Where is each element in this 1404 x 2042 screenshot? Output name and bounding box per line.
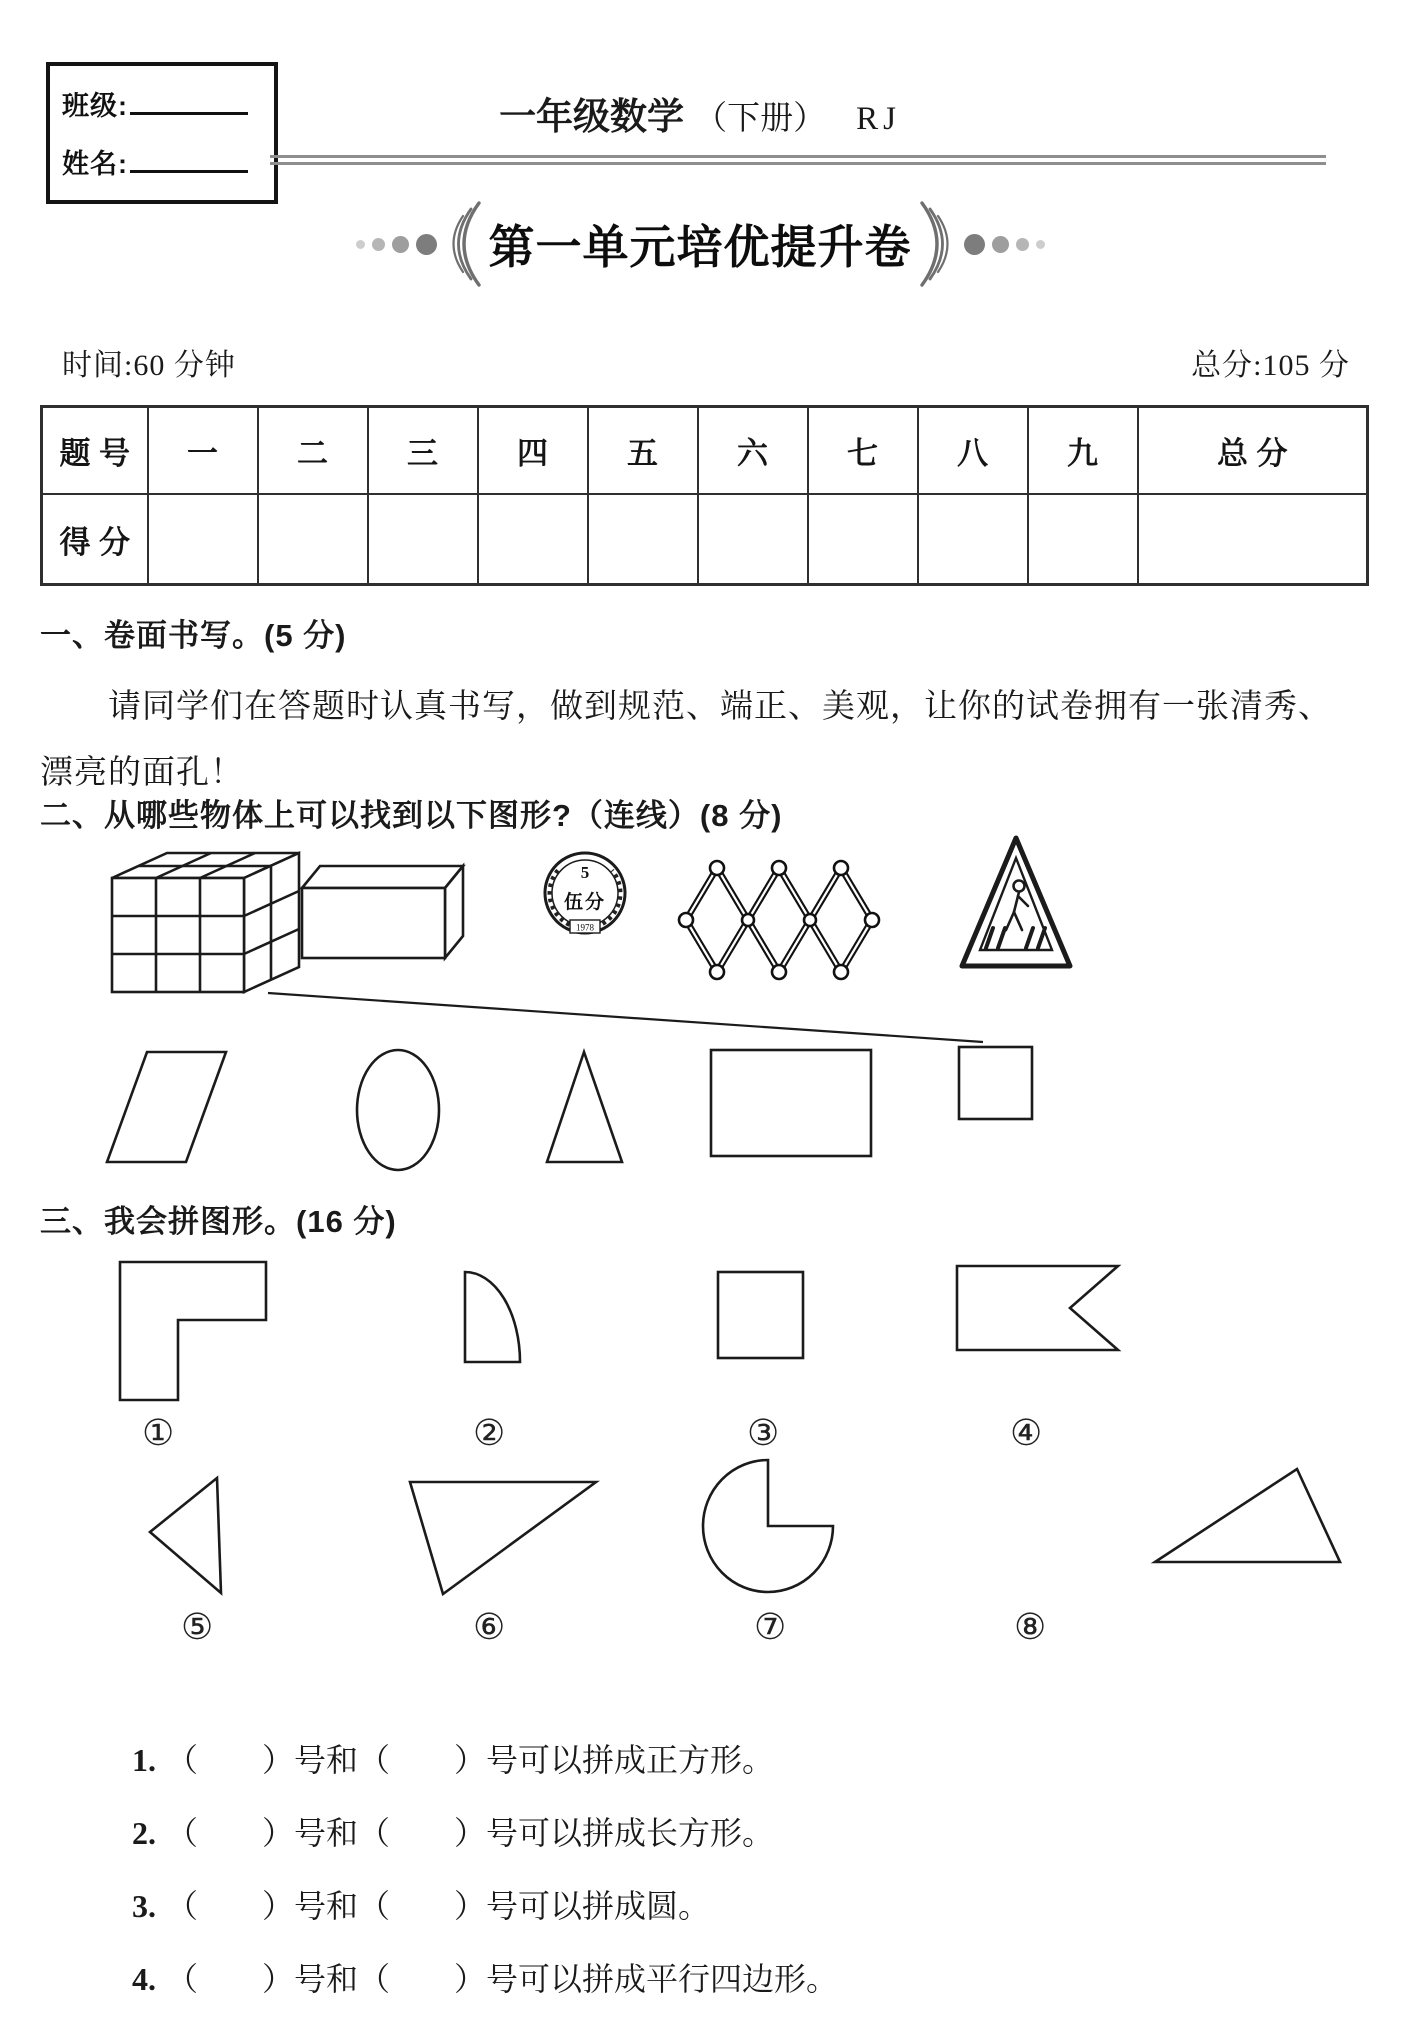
- puzzle-piece-3-square: [718, 1272, 803, 1358]
- folding-gate-icon: [679, 861, 879, 979]
- score-header-cell: 四: [478, 407, 588, 495]
- shape-parallelogram: [107, 1052, 226, 1162]
- question-text: （ ）号和（ ）号可以拼成平行四边形。: [166, 1961, 839, 1997]
- score-row-label: 得 分: [42, 494, 148, 585]
- pedestrian-warning-sign-icon: [962, 838, 1070, 966]
- question-number: 1.: [132, 1742, 156, 1778]
- question-text: （ ）号和（ ）号可以拼成圆。: [166, 1888, 711, 1924]
- five-fen-coin-icon: [545, 853, 625, 933]
- puzzle-piece-5-triangle: [150, 1478, 221, 1593]
- score-header-cell: 总 分: [1138, 407, 1368, 495]
- question-text: （ ）号和（ ）号可以拼成正方形。: [166, 1742, 775, 1778]
- total-score: 总分:105 分: [1191, 349, 1350, 382]
- score-header-cell: 一: [148, 407, 258, 495]
- question-text: （ ）号和（ ）号可以拼成长方形。: [166, 1815, 775, 1851]
- puzzle-piece-7-three-quarter-circle: [703, 1460, 833, 1592]
- score-header-cell: 五: [588, 407, 698, 495]
- puzzle-piece-1-l-shape: [120, 1262, 266, 1400]
- coin-value: 5: [580, 863, 590, 882]
- piece-label-2: ②: [473, 1413, 506, 1453]
- time-limit: 时间:60 分钟: [62, 349, 236, 382]
- piece-label-8: ⑧: [1014, 1607, 1047, 1647]
- question-row: [100, 1917, 838, 2037]
- name-label: 姓名:: [62, 149, 128, 179]
- puzzle-piece-2-quarter-circle: [465, 1272, 520, 1362]
- puzzle-piece-4-flag: [957, 1266, 1118, 1350]
- piece-label-1: ①: [142, 1413, 175, 1453]
- class-label: 班级:: [62, 91, 128, 121]
- section-three-title: 三、我会拼图形。(16 分): [40, 1204, 397, 1239]
- question-number: 4.: [132, 1961, 156, 1997]
- score-header-cell: 二: [258, 407, 368, 495]
- coin-year: 1978: [576, 922, 594, 933]
- match-line-cube-square: [268, 993, 983, 1042]
- score-header-cell: 三: [368, 407, 478, 495]
- question-number: 3.: [132, 1888, 156, 1924]
- score-header-cell: 七: [808, 407, 918, 495]
- section-one-text-line2: 漂亮的面孔！: [40, 755, 244, 791]
- piece-label-6: ⑥: [473, 1607, 506, 1647]
- rubiks-cube-icon: [112, 853, 299, 992]
- score-header-cell: 八: [918, 407, 1028, 495]
- book-title: 一年级数学: [499, 96, 685, 137]
- shape-rectangle: [711, 1050, 871, 1156]
- score-header-cell: 六: [698, 407, 808, 495]
- unit-title: 第一单元培优提升卷: [488, 221, 912, 273]
- section-one-text-line1: 请同学们在答题时认真书写，做到规范、端正、美观，让你的试卷拥有一张清秀、: [40, 689, 1332, 725]
- book-volume: （下册）: [694, 101, 827, 137]
- shape-square: [959, 1047, 1032, 1119]
- puzzle-piece-6-triangle: [410, 1482, 596, 1594]
- score-header-cell: 题 号: [42, 407, 148, 495]
- shape-triangle: [547, 1052, 622, 1162]
- question-number: 2.: [132, 1815, 156, 1851]
- puzzle-piece-8-triangle: [1155, 1469, 1340, 1562]
- cuboid-box-icon: [302, 866, 463, 958]
- piece-label-5: ⑤: [181, 1607, 214, 1647]
- score-header-cell: 九: [1028, 407, 1138, 495]
- section-two-title: 二、从哪些物体上可以找到以下图形?（连线）(8 分): [40, 798, 783, 833]
- book-edition: RJ: [856, 101, 901, 137]
- piece-label-4: ④: [1010, 1413, 1043, 1453]
- section-one-title: 一、卷面书写。(5 分): [40, 618, 347, 653]
- shape-circle: [357, 1050, 439, 1170]
- coin-label: 伍分: [563, 892, 607, 913]
- piece-label-3: ③: [747, 1413, 780, 1453]
- piece-label-7: ⑦: [754, 1607, 787, 1647]
